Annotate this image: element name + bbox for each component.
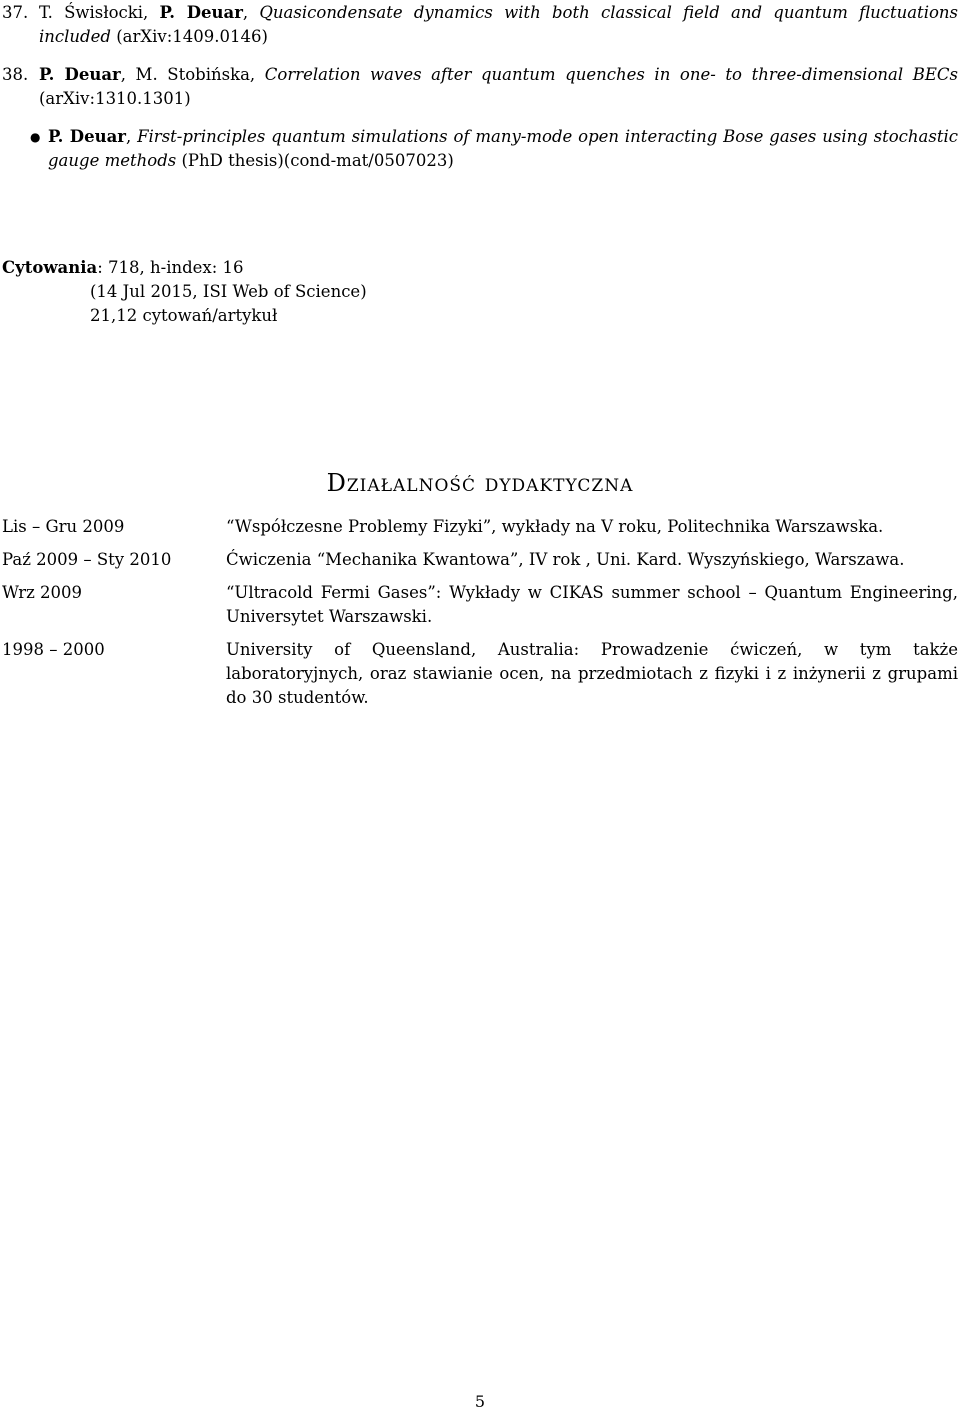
citation-value: : 718, h-index: 16	[97, 258, 244, 277]
reference-id: (arXiv:1409.0146)	[110, 27, 268, 46]
teaching-description: University of Queensland, Australia: Prowadzenie ćwiczeń, w tym także laboratoryjnych, oraz stawianie ocen, na przedmiotach z fizyki i z inżynerii z grupami do 30 studentów.	[226, 640, 958, 707]
reference-separator: , M. Stobińska,	[120, 65, 265, 84]
reference-item	[2, 125, 958, 173]
section-heading: Działalność dydaktyczna	[326, 469, 634, 497]
teaching-row	[2, 581, 958, 629]
teaching-row	[2, 515, 958, 539]
citation-stats	[2, 256, 602, 328]
reference-title: Quasicondensate dynamics with both classical field and quantum fluctuations included	[39, 3, 958, 46]
reference-id: (PhD thesis)(cond-mat/0507023)	[176, 151, 454, 170]
teaching-description: “Współczesne Problemy Fizyki”, wykłady na V roku, Politechnika Warszawska.	[226, 517, 884, 536]
reference-separator: ,	[242, 3, 260, 22]
citation-label: Cytowania	[2, 258, 98, 277]
citation-source: (14 Jul 2015, ISI Web of Science)	[90, 282, 367, 301]
reference-author-bold: P. Deuar	[159, 3, 243, 22]
teaching-date: Lis – Gru 2009	[2, 517, 125, 536]
teaching-description: Ćwiczenia “Mechanika Kwantowa”, IV rok , Uni. Kard. Wyszyńskiego, Warszawa.	[226, 550, 905, 569]
teaching-row	[2, 548, 958, 572]
reference-title: First-principles quantum simulations of many-mode open interacting Bose gases using stochastic gauge methods	[48, 127, 958, 170]
reference-separator: ,	[125, 127, 138, 146]
teaching-date: 1998 – 2000	[2, 640, 105, 659]
teaching-date: Paź 2009 – Sty 2010	[2, 550, 172, 569]
reference-title: Correlation waves after quantum quenches in one- to three-dimensional BECs	[264, 65, 958, 84]
citation-count-line	[2, 256, 602, 280]
reference-list	[2, 1, 958, 187]
citation-per-article: 21,12 cytowań/artykuł	[90, 306, 278, 325]
reference-number: 38.	[2, 65, 29, 84]
reference-author-bold: P. Deuar	[39, 65, 121, 84]
page-number: 5	[474, 1392, 486, 1411]
reference-item	[2, 1, 958, 49]
teaching-description: “Ultracold Fermi Gases”: Wykłady w CIKAS summer school – Quantum Engineering, Universytet Warszawski.	[226, 583, 958, 626]
teaching-date: Wrz 2009	[2, 583, 83, 602]
reference-id: (arXiv:1310.1301)	[39, 89, 191, 108]
reference-author-bold: P. Deuar	[48, 127, 126, 146]
teaching-row	[2, 638, 958, 710]
bullet-icon: ●	[30, 130, 41, 144]
reference-author: T. Świsłocki,	[39, 3, 160, 22]
reference-number: 37.	[2, 3, 29, 22]
reference-item	[2, 63, 958, 111]
teaching-list	[2, 515, 958, 719]
